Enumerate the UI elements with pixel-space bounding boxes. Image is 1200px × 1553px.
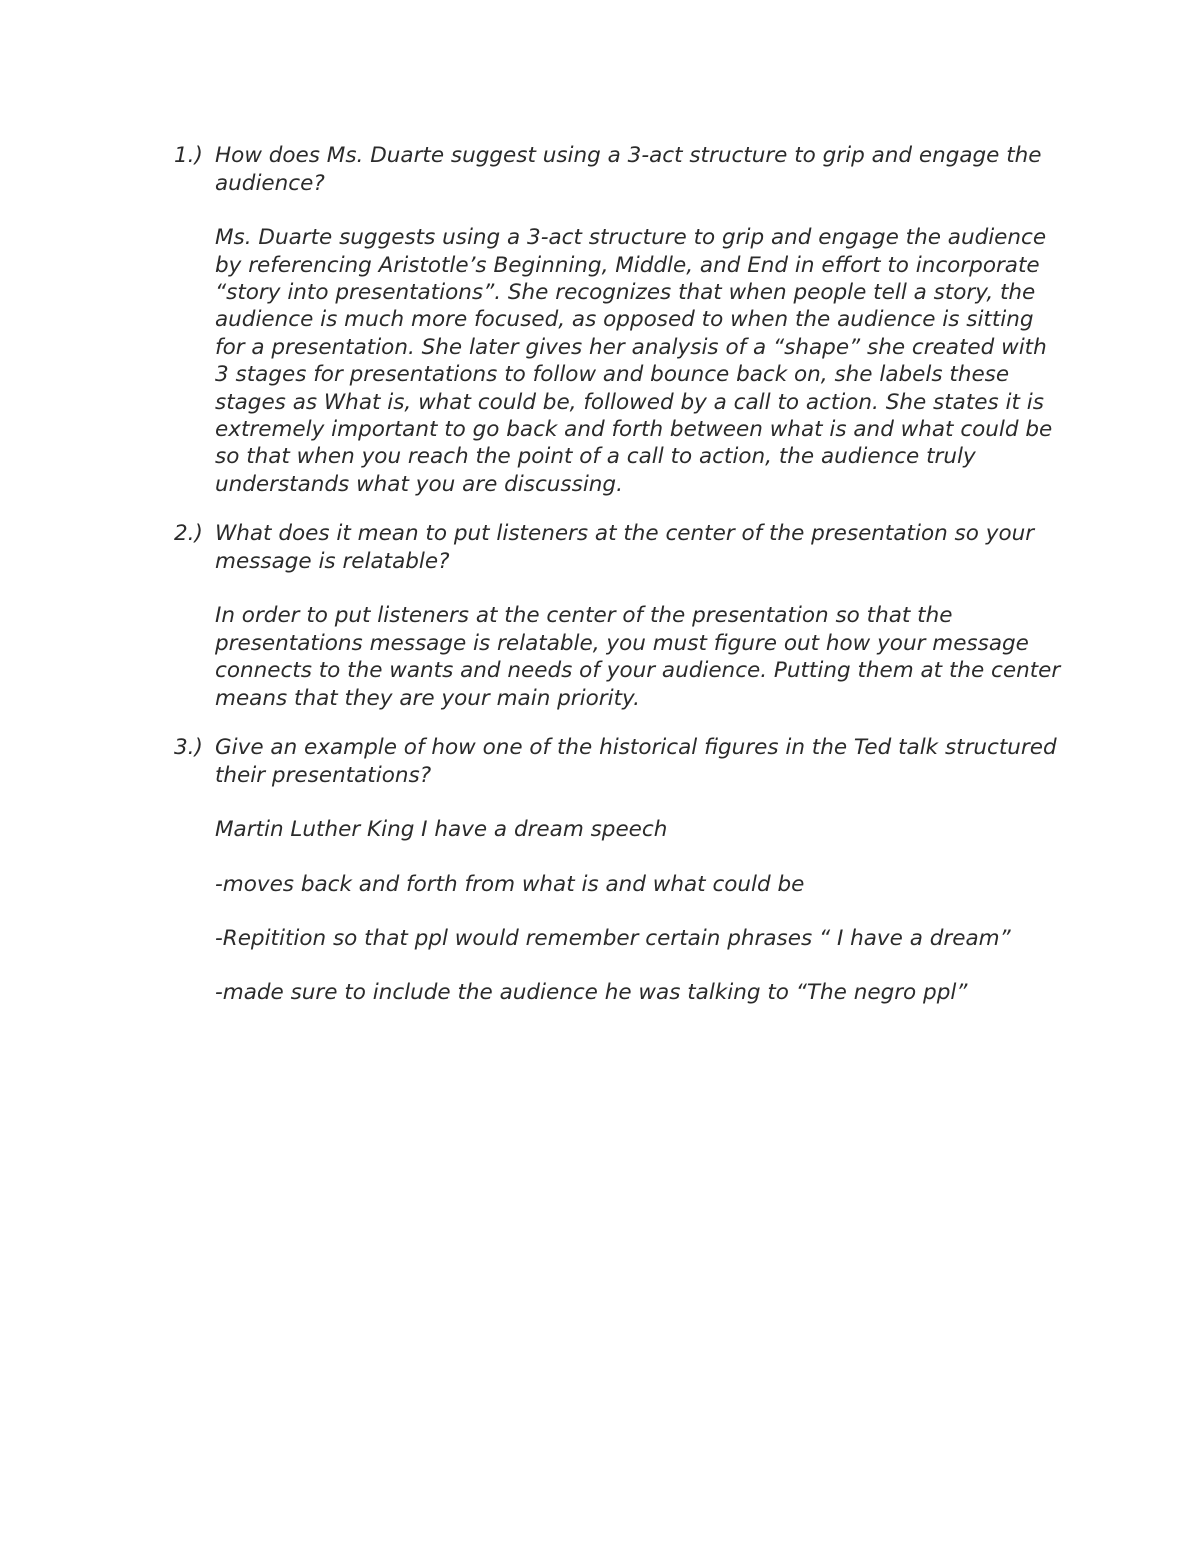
bullet-point: -Repitition so that ppl would remember certain phrases “ I have a dream” xyxy=(215,926,1011,952)
question-number: 1.) xyxy=(174,143,203,168)
answer-3: Martin Luther King I have a dream speech xyxy=(215,817,668,843)
document-body xyxy=(174,142,1064,1029)
question-number: 2.) xyxy=(174,521,203,547)
question-text: How does Ms. Duarte suggest using a 3-act structure to grip and engage the audience? xyxy=(215,143,1042,196)
bullet-point: -made sure to include the audience he was talking to “The negro ppl” xyxy=(215,980,968,1006)
question-block-3 xyxy=(174,734,1064,1007)
question-block-2 xyxy=(174,520,1064,712)
question-2 xyxy=(174,520,1064,575)
bullet-point: -moves back and forth from what is and what could be xyxy=(215,871,805,897)
question-text: Give an example of how one of the historical figures in the Ted talk structured their presentations? xyxy=(215,735,1057,788)
question-block-1 xyxy=(174,142,1064,498)
question-1 xyxy=(174,142,1064,197)
question-text: What does it mean to put listeners at the center of the presentation so your message is relatable? xyxy=(215,521,1035,574)
question-number: 3.) xyxy=(174,735,203,761)
answer-2: In order to put listeners at the center of the presentation so that the presentations message is relatable, you must figure out how your message connects to the wants and needs of your audience. Putting them at the center means that they are your main priority. xyxy=(215,603,1061,711)
question-3 xyxy=(174,734,1064,789)
answer-1: Ms. Duarte suggests using a 3-act structure to grip and engage the audience by referencing Aristotle’s Beginning, Middle, and End in effort to incorporate “story into presentations”. She recognizes that when people tell a story, the audience is much more focused, as opposed to when the audience is sitting for a presentation. She later gives her analysis of a “shape” she created with 3 stages for presentations to follow and bounce back on, she labels these stages as What is, what could be, followed by a call to action. She states it is extremely important to go back and forth between what is and what could be so that when you reach the point of a call to action, the audience truly understands what you are discussing. xyxy=(215,225,1053,497)
